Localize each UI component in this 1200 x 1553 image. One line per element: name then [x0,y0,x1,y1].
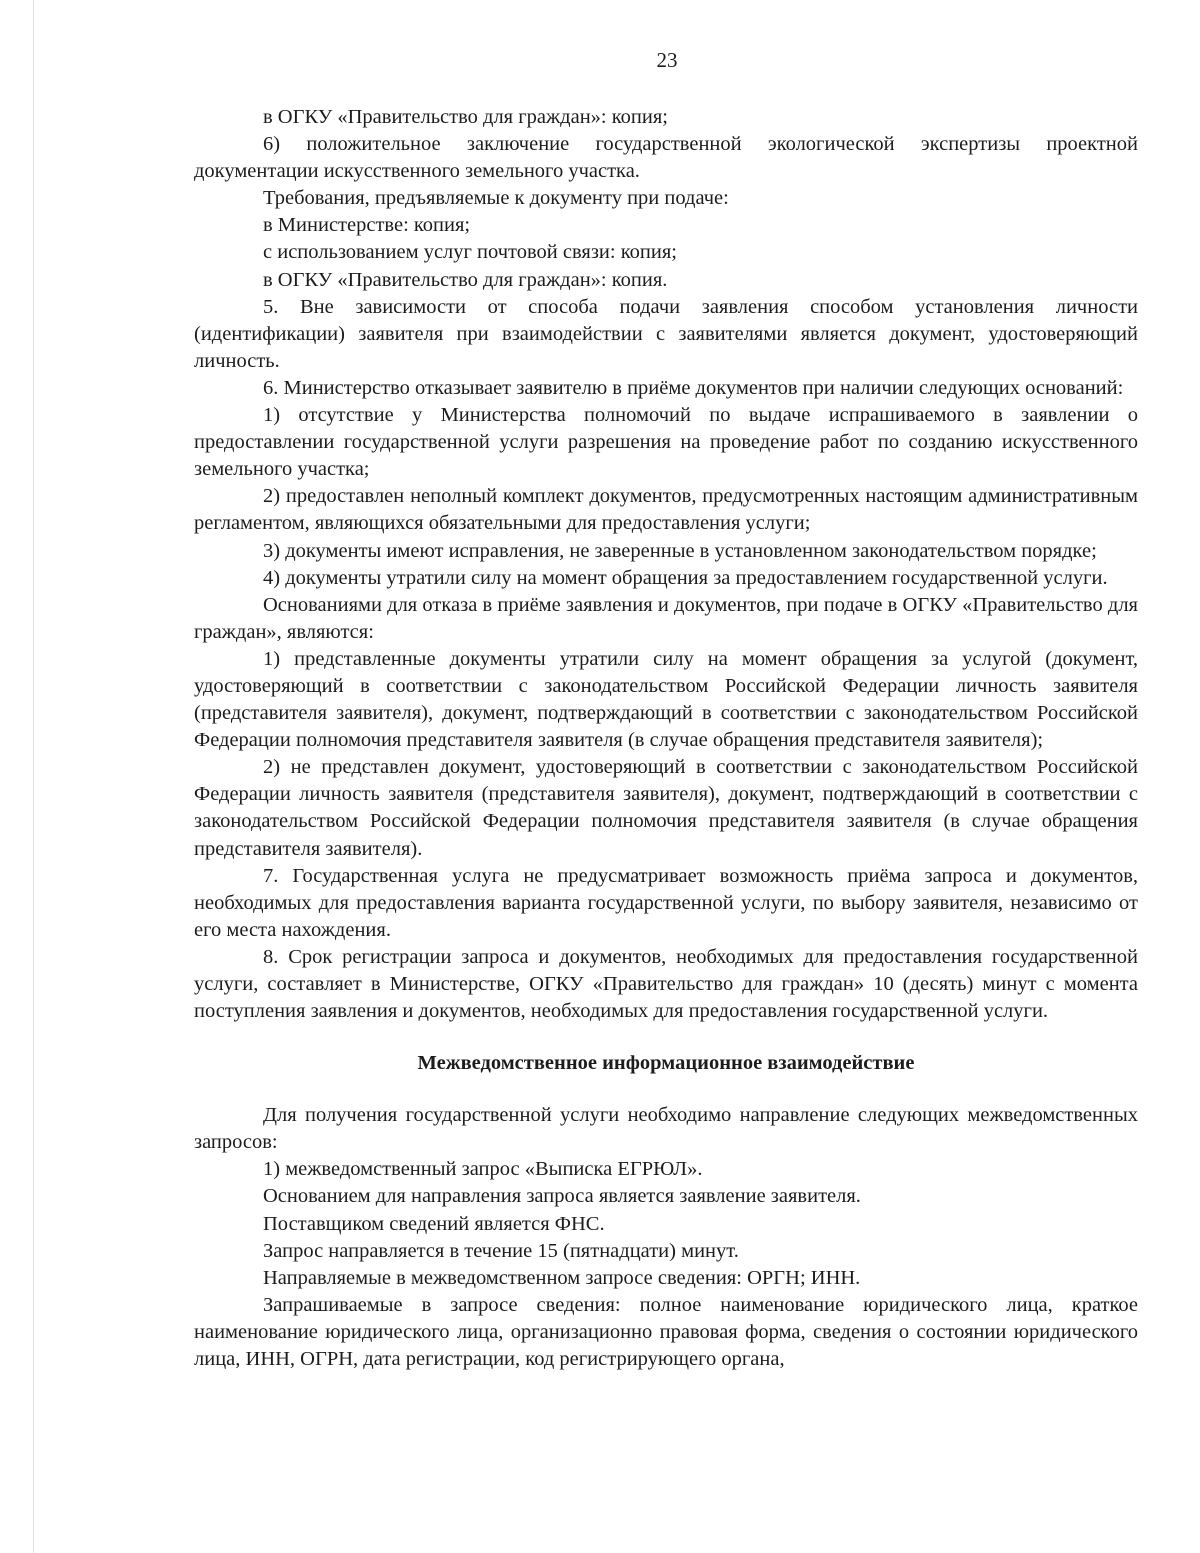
paragraph: 3) документы имеют исправления, не заверенные в установленном законодательством порядке; [263,539,1097,562]
paragraph: Запрос направляется в течение 15 (пятнадцати) минут. [263,1239,739,1262]
paragraph: в Министерстве: копия; [263,214,471,237]
paragraph: 2) не представлен документ, удостоверяющий в соответствии с законодательством Российской Федерации личность заявителя (представителя заявителя), документ, подтверждающий в соответствии с законодательством Российской Федерации полномочия представителя заявителя (в случае обращения представителя заявителя). [194,756,1138,860]
paragraph: Основаниями для отказа в приёме заявления и документов, при подаче в ОГКУ «Правительство для граждан», являются: [194,593,1138,643]
section-heading: Межведомственное информационное взаимодействие [417,1052,915,1075]
document-body [194,104,1138,1373]
paragraph: 7. Государственная услуга не предусматривает возможность приёма запроса и документов, необходимых для предоставления варианта государственной услуги, по выбору заявителя, независимо от его места нахождения. [194,864,1138,941]
paragraph: Запрашиваемые в запросе сведения: полное наименование юридического лица, краткое наименование юридического лица, организационно правовая форма, сведения о состоянии юридического лица, ИНН, ОГРН, дата регистрации, код регистрирующего органа, [194,1293,1138,1371]
paragraph: 2) предоставлен неполный комплект документов, предусмотренных настоящим административным регламентом, являющихся обязательными для предоставления услуги; [194,485,1138,535]
paragraphs-before-heading [194,104,1138,1025]
paragraph: 6. Министерство отказывает заявителю в приёме документов при наличии следующих оснований: [263,376,1124,399]
paragraph: 4) документы утратили силу на момент обращения за предоставлением государственной услуги. [263,566,1108,589]
paragraph: 1) представленные документы утратили силу на момент обращения за услугой (документ, удостоверяющий в соответствии с законодательством Российской Федерации личность заявителя (представителя заявителя), документ, подтверждающий в соответствии с законодательством Российской Федерации полномочия представителя заявителя (в случае обращения представителя заявителя); [194,647,1138,752]
paragraphs-after-heading [194,1102,1138,1373]
paragraph: Поставщиком сведений является ФНС. [263,1212,605,1235]
paragraph: в ОГКУ «Правительство для граждан»: копия; [263,106,668,128]
paragraph: Основанием для направления запроса является заявление заявителя. [263,1185,861,1208]
paragraph: с использованием услуг почтовой связи: копия; [263,241,677,264]
paragraph: 5. Вне зависимости от способа подачи заявления способом установления личности (идентификации) заявителя при взаимодействии с заявителями является документ, удостоверяющий личность. [194,295,1138,372]
paragraph: 1) отсутствие у Министерства полномочий по выдаче испрашиваемого в заявлении о предоставлении государственной услуги разрешения на проведение работ по созданию искусственного земельного участка; [194,404,1138,481]
paragraph: 6) положительное заключение государственной экологической экспертизы проектной документации искусственного земельного участка. [194,133,1138,183]
paragraph: 1) межведомственный запрос «Выписка ЕГРЮЛ». [263,1158,703,1181]
scan-edge-line [33,0,34,1553]
paragraph: в ОГКУ «Правительство для граждан»: копия. [263,268,668,291]
paragraph: Направляемые в межведомственном запросе сведения: ОРГН; ИНН. [263,1266,861,1289]
paragraph: Требования, предъявляемые к документу при подаче: [263,187,729,210]
paragraph: 8. Срок регистрации запроса и документов, необходимых для предоставления государственной услуги, составляет в Министерстве, ОГКУ «Правительство для граждан» 10 (десять) минут с момента поступления заявления и документов, необходимых для предоставления государственной услуги. [194,945,1138,1023]
page-number: 23 [656,48,678,72]
paragraph: Для получения государственной услуги необходимо направление следующих межведомственных запросов: [194,1104,1138,1154]
